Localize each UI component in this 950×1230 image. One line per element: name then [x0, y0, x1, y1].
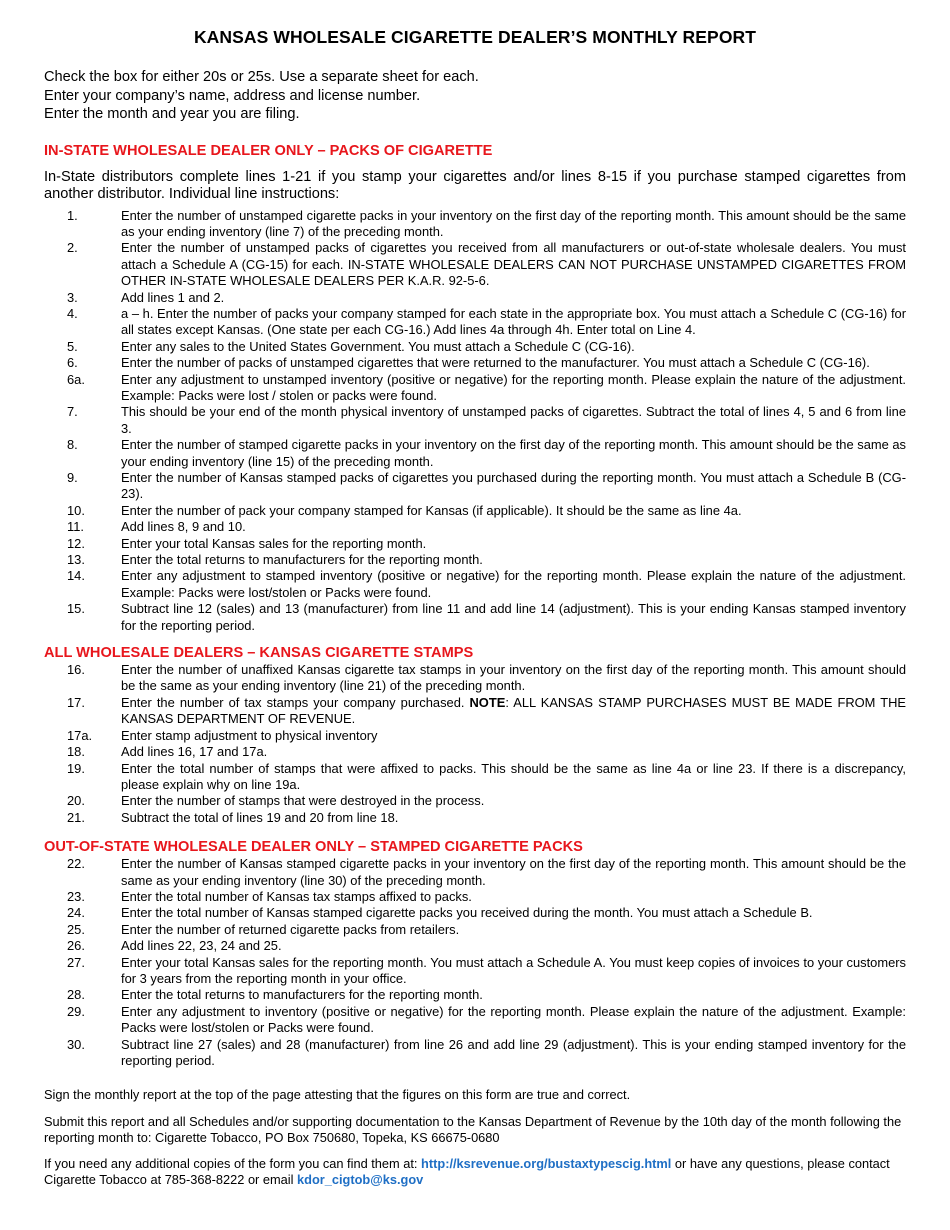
line-number-label: 2.: [67, 240, 78, 256]
line-number: [44, 601, 121, 634]
line-instruction: This should be your end of the month physical inventory of unstamped packs of cigarettes. Subtract the total of lines 4, 5 and 6 from line 3.: [121, 404, 906, 436]
line-number: [44, 568, 121, 601]
line-item: [44, 905, 906, 921]
line-instruction: Enter the number of unstamped cigarette packs in your inventory on the first day of the reporting month. This amount should be the same as your ending inventory (line 7) of the preceding month.: [121, 207, 906, 239]
intro-line: Enter your company’s name, address and license number.: [44, 87, 421, 104]
line-instruction: Add lines 8, 9 and 10.: [121, 519, 246, 535]
line-number-label: 22.: [67, 856, 85, 872]
line-item: [44, 793, 906, 809]
line-item: [44, 761, 906, 794]
line-item: [44, 372, 906, 405]
contact-text: or have any questions, please contact Cigarette Tobacco at 785-368-8222 or email: [44, 1156, 890, 1188]
line-instruction: a – h. Enter the number of packs your company stamped for each state in the appropriate box. You must attach a Schedule C (CG-16) for all states except Kansas. (One state per each CG-16.) Add lines 4a through 4h. Enter total on Line 4.: [121, 305, 906, 338]
line-item: [44, 470, 906, 503]
intro-line: Check the box for either 20s or 25s. Use a separate sheet for each.: [44, 69, 479, 85]
line-instruction: Enter stamp adjustment to physical inventory: [121, 727, 378, 743]
line-number: [44, 290, 121, 306]
line-number-label: 27.: [67, 954, 85, 970]
line-number-label: 12.: [67, 535, 85, 551]
line-number-label: 23.: [67, 888, 85, 904]
line-item: [44, 695, 906, 728]
line-text: Enter the number of tax stamps your company purchased.: [121, 694, 470, 710]
line-item: [44, 568, 906, 601]
line-number: [44, 856, 121, 889]
intro-line: Enter the month and year you are filing.: [44, 106, 300, 122]
line-number-label: 17.: [67, 694, 85, 710]
line-item: [44, 889, 906, 905]
report-instructions-page: [44, 26, 906, 1198]
line-instruction: Enter your total Kansas sales for the reporting month. You must attach a Schedule A. You must keep copies of invoices to your customers for 3 years from the reporting month in your office.: [121, 954, 906, 986]
line-number: [44, 761, 121, 794]
line-number-label: 3.: [67, 289, 78, 305]
stamps-line-list: [44, 662, 906, 826]
line-number-label: 14.: [67, 568, 85, 584]
line-number-label: 4.: [67, 305, 78, 321]
line-number: [44, 889, 121, 905]
line-item: [44, 519, 906, 535]
line-number: [44, 355, 121, 371]
line-number-label: 30.: [67, 1036, 85, 1052]
footer-block: [44, 1087, 906, 1188]
line-number-label: 9.: [67, 470, 78, 485]
line-instruction: Subtract line 27 (sales) and 28 (manufacturer) from line 26 and add line 29 (adjustment). This is your ending stamped inventory for the reporting period.: [121, 1036, 906, 1068]
line-instruction: Enter the total number of Kansas stamped cigarette packs you received during the month. You must attach a Schedule B.: [121, 905, 813, 921]
line-item: [44, 339, 906, 355]
line-item: [44, 938, 906, 954]
line-instruction: Add lines 1 and 2.: [121, 289, 225, 305]
copies-instruction: [44, 1156, 906, 1188]
line-instruction: Enter the number of stamps that were destroyed in the process.: [121, 793, 485, 809]
line-number-label: 15.: [67, 601, 85, 617]
line-number-label: 16.: [67, 662, 85, 678]
line-item: [44, 728, 906, 744]
instate-paragraph: In-State distributors complete lines 1-21 if you stamp your cigarettes and/or lines 8-15 if you purchase stamped cigarettes from another distributor. Individual line instructions:: [44, 168, 906, 202]
line-item: [44, 601, 906, 634]
line-number: [44, 728, 121, 744]
line-number-label: 29.: [67, 1003, 85, 1019]
line-instruction: Enter any adjustment to unstamped inventory (positive or negative) for the reporting month. Please explain the nature of the adjustment. Example: Packs were lost / stolen or packs were found.: [121, 371, 906, 403]
line-number: [44, 208, 121, 241]
line-number-label: 8.: [67, 437, 78, 453]
line-number: [44, 1037, 121, 1070]
line-number-label: 17a.: [67, 727, 93, 743]
line-number-label: 21.: [67, 809, 85, 825]
copies-text: If you need any additional copies of the form you can find them at:: [44, 1156, 422, 1172]
line-number-label: 13.: [67, 552, 85, 568]
line-number: [44, 372, 121, 405]
line-number-label: 7.: [67, 404, 78, 420]
line-instruction: Subtract the total of lines 19 and 20 from line 18.: [121, 809, 399, 825]
line-instruction: Enter the number of pack your company stamped for Kansas (if applicable). It should be the same as line 4a.: [121, 502, 742, 518]
line-instruction: Enter your total Kansas sales for the reporting month.: [121, 535, 427, 551]
line-instruction: Enter any sales to the United States Government. You must attach a Schedule C (CG-16).: [121, 338, 635, 354]
line-item: [44, 290, 906, 306]
stamps-heading: ALL WHOLESALE DEALERS – KANSAS CIGARETTE STAMPS: [44, 645, 474, 662]
line-item: [44, 536, 906, 552]
line-number: [44, 503, 121, 519]
line-number-label: 20.: [67, 793, 85, 809]
page-title: KANSAS WHOLESALE CIGARETTE DEALER’S MONTHLY REPORT: [193, 27, 757, 47]
line-number: [44, 404, 121, 437]
line-number: [44, 955, 121, 988]
instate-heading: IN-STATE WHOLESALE DEALER ONLY – PACKS OF CIGARETTE: [44, 142, 493, 159]
line-item: [44, 208, 906, 241]
line-item: [44, 355, 906, 371]
line-number: [44, 240, 121, 289]
line-number: [44, 793, 121, 809]
line-number: [44, 339, 121, 355]
line-item: [44, 306, 906, 339]
line-item: [44, 856, 906, 889]
email-link[interactable]: kdor_cigtob@ks.gov: [297, 1172, 424, 1188]
line-instruction: Enter the total number of Kansas tax stamps affixed to packs.: [121, 888, 472, 904]
line-instruction: Enter the total returns to manufacturers for the reporting month.: [121, 552, 483, 568]
line-item: [44, 404, 906, 437]
line-instruction: Add lines 22, 23, 24 and 25.: [121, 938, 282, 954]
line-number: [44, 695, 121, 728]
line-number: [44, 519, 121, 535]
line-instruction: Enter the number of unaffixed Kansas cigarette tax stamps in your inventory on the first day of the reporting month. This amount should be the same as your ending inventory (line 21) of the preceding month.: [121, 662, 906, 694]
line-item: [44, 810, 906, 826]
line-item: [44, 987, 906, 1003]
line-instruction: Enter the number of Kansas stamped cigarette packs in your inventory on the first day of the reporting month. This amount should be the same as your ending inventory (line 30) of the preceding month.: [121, 856, 906, 888]
line-number-label: 11.: [67, 519, 84, 535]
line-instruction: Enter the number of packs of unstamped cigarettes that were returned to the manufacturer. You must attach a Schedule C (CG-16).: [121, 355, 870, 371]
out-of-state-line-list: [44, 856, 906, 1069]
line-number-label: 18.: [67, 744, 85, 760]
line-number: [44, 470, 121, 503]
line-instruction: Subtract line 12 (sales) and 13 (manufacturer) from line 11 and add line 14 (adjustment). This is your ending Kansas stamped inventory for the reporting period.: [121, 601, 906, 633]
intro-block: [44, 68, 906, 124]
line-item: [44, 437, 906, 470]
line-number: [44, 905, 121, 921]
line-instruction: Enter the number of Kansas stamped packs of cigarettes you purchased during the reporting month. You must attach a Schedule B (CG-23).: [121, 470, 906, 502]
line-number-label: 6a.: [67, 371, 85, 387]
forms-link[interactable]: http://ksrevenue.org/bustaxtypescig.html: [421, 1156, 672, 1172]
line-number-label: 25.: [67, 921, 85, 937]
out-of-state-heading: OUT-OF-STATE WHOLESALE DEALER ONLY – STAMPED CIGARETTE PACKS: [44, 839, 583, 856]
line-instruction: Enter the number of stamped cigarette packs in your inventory on the first day of the reporting month. This amount should be the same as your ending inventory (line 15) of the preceding month.: [121, 437, 906, 469]
line-instruction: Enter the total returns to manufacturers for the reporting month.: [121, 987, 483, 1003]
line-instruction: Enter any adjustment to stamped inventory (positive or negative) for the reporting month. Please explain the nature of the adjustment. Example: Packs were lost/stolen or Packs were found.: [121, 568, 906, 600]
line-number-label: 24.: [67, 905, 85, 921]
line-number: [44, 662, 121, 695]
line-instruction: Enter the number of returned cigarette packs from retailers.: [121, 921, 460, 937]
line-number: [44, 922, 121, 938]
line-number-label: 6.: [67, 355, 78, 371]
line-text: : ALL KANSAS STAMP PURCHASES MUST BE MADE FROM THE KANSAS DEPARTMENT OF REVENUE.: [121, 694, 906, 727]
instate-line-list: [44, 208, 906, 635]
submit-instruction: Submit this report and all Schedules and/or supporting documentation to the Kansas Department of Revenue by the 10th day of the month following the reporting month to: Cigarette Tobacco, PO Box 750680, Topeka, KS 66675-0680: [44, 1113, 902, 1145]
line-instruction: Enter any adjustment to inventory (positive or negative) for the reporting month. Please explain the nature of the adjustment. Example: Packs were lost/stolen or Packs were found.: [121, 1003, 906, 1036]
sign-instruction: Sign the monthly report at the top of the page attesting that the figures on this form are true and correct.: [44, 1087, 631, 1103]
line-instruction: Enter the number of unstamped packs of cigarettes you received from all manufacturers or out-of-state wholesale dealers. You must attach a Schedule A (CG-15) for each. IN-STATE WHOLESALE DEALERS CAN NOT PURCHASE UNSTAMPED CIGARETTES FROM OTHER IN-STATE WHOLESALE DEALERS PER K.A.R. 92-5-6.: [121, 240, 906, 289]
line-number-label: 1.: [67, 207, 78, 223]
line-instruction: [121, 695, 906, 728]
line-number: [44, 552, 121, 568]
line-number-label: 5.: [67, 338, 78, 354]
line-item: [44, 1004, 906, 1037]
line-item: [44, 662, 906, 695]
line-item: [44, 1037, 906, 1070]
line-item: [44, 744, 906, 760]
line-number: [44, 987, 121, 1003]
line-number-label: 19.: [67, 760, 85, 776]
line-number: [44, 810, 121, 826]
line-item: [44, 922, 906, 938]
line-instruction: Add lines 16, 17 and 17a.: [121, 744, 268, 760]
line-number: [44, 744, 121, 760]
line-number-label: 10.: [67, 502, 85, 518]
line-number: [44, 306, 121, 339]
line-item: [44, 955, 906, 988]
line-instruction: Enter the total number of stamps that were affixed to packs. This should be the same as line 4a or line 23. If there is a discrepancy, please explain why on line 19a.: [121, 760, 906, 792]
line-number: [44, 536, 121, 552]
line-number: [44, 437, 121, 470]
line-item: [44, 240, 906, 289]
line-number-label: 26.: [67, 938, 85, 954]
line-number: [44, 1004, 121, 1037]
line-number-label: 28.: [67, 987, 85, 1003]
line-item: [44, 552, 906, 568]
line-item: [44, 503, 906, 519]
note-label: NOTE: [469, 694, 506, 710]
line-number: [44, 938, 121, 954]
